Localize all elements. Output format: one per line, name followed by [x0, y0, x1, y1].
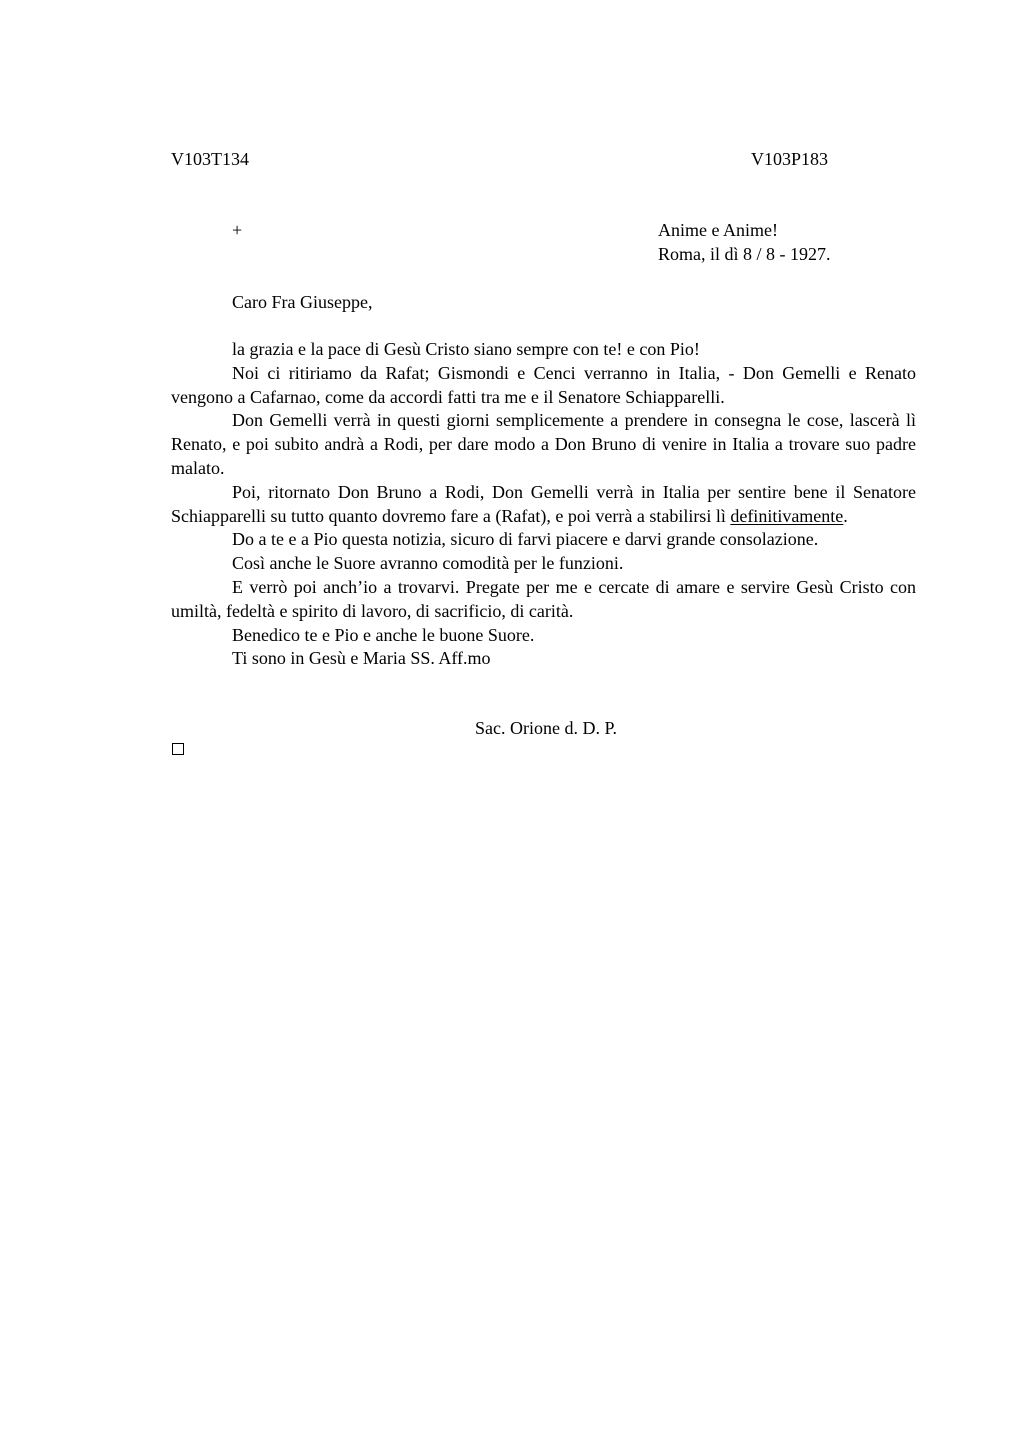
paragraph-visit: E verrò poi anch’io a trovarvi. Pregate per me e cercate di amare e servire Gesù Cristo con umiltà, fedeltà e spirito di lavoro, di sacrificio, di carità.	[171, 576, 916, 621]
paragraph-return-text: Poi, ritornato Don Bruno a Rodi, Don Gemelli verrà in Italia per sentire bene il Senatore Schiapparelli su tutto quanto dovremo fare a (Rafat), e poi verrà a stabilirsi lì	[171, 481, 916, 526]
document-reference-right: V103P183	[751, 149, 829, 169]
underlined-word: definitivamente	[730, 505, 844, 526]
paragraph-don-gemelli: Don Gemelli verrà in questi giorni semplicemente a prendere in consegna le cose, lascerà lì Renato, e poi subito andrà a Rodi, per dare modo a Don Bruno di venire in Italia a trovare suo padre malato.	[171, 410, 916, 478]
document-reference-left: V103T134	[171, 149, 249, 169]
paragraph-withdrawal: Noi ci ritiriamo da Rafat; Gismondi e Cenci verranno in Italia, - Don Gemelli e Renato vengono a Cafarnao, come da accordi fatti tra me e il Senatore Schiapparelli.	[171, 362, 916, 407]
paragraph-greeting: la grazia e la pace di Gesù Cristo siano sempre con te! e con Pio!	[232, 339, 700, 359]
paragraph-return-period: .	[843, 505, 848, 526]
letter-motto: Anime e Anime!	[658, 220, 778, 240]
cross-symbol: +	[232, 220, 243, 240]
end-marker-box	[172, 743, 184, 755]
paragraph-sisters: Così anche le Suore avranno comodità per le funzioni.	[232, 553, 624, 574]
paragraph-closing: Ti sono in Gesù e Maria SS. Aff.mo	[232, 648, 491, 669]
paragraph-blessing: Benedico te e Pio e anche le buone Suore.	[232, 624, 535, 645]
paragraph-return	[171, 481, 916, 529]
paragraph-news: Do a te e a Pio questa notizia, sicuro di farvi piacere e darvi grande consolazione.	[232, 529, 819, 550]
letter-place-date: Roma, il dì 8 / 8 - 1927.	[658, 244, 831, 264]
letter-body	[171, 338, 916, 671]
letter-salutation: Caro Fra Giuseppe,	[232, 292, 373, 312]
letter-signature: Sac. Orione d. D. P.	[475, 718, 617, 738]
